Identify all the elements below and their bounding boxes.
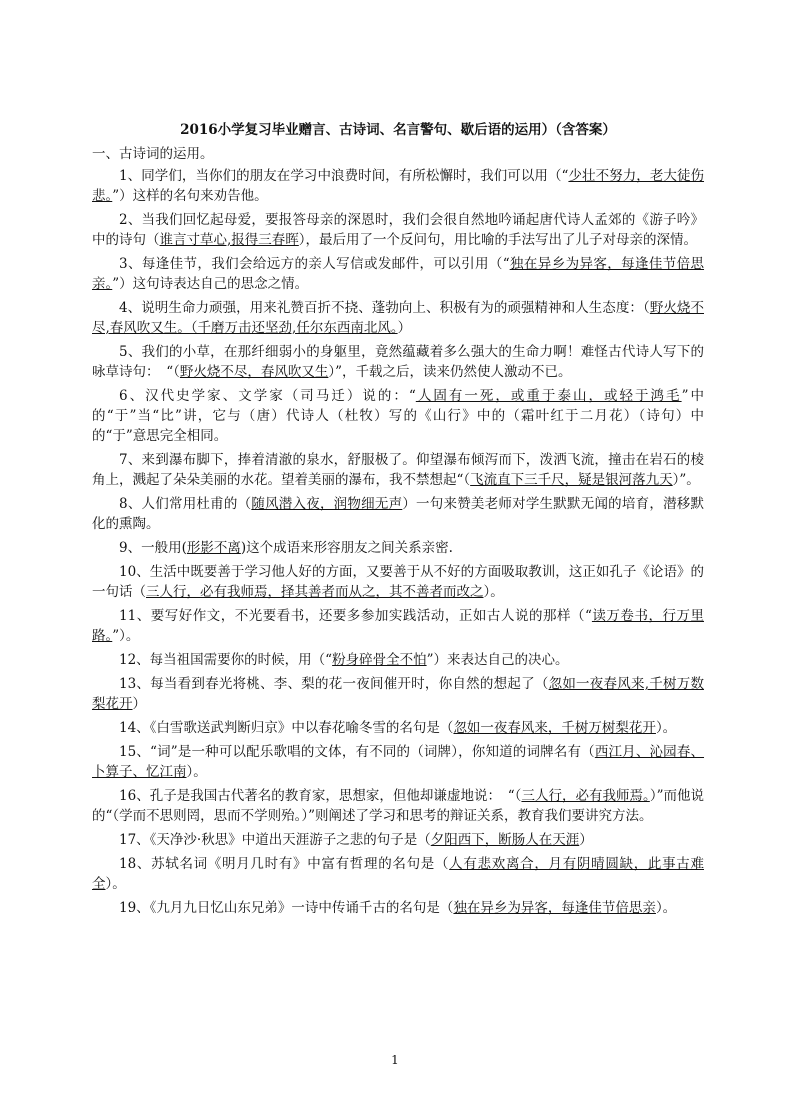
question-list xyxy=(92,166,704,918)
answer-text: 谁言寸草心,报得三春晖 xyxy=(159,232,299,248)
question-item xyxy=(92,674,704,714)
question-item xyxy=(92,786,704,826)
question-text: ”）这样的名句来劝告他。 xyxy=(112,188,268,204)
question-text: ）。 xyxy=(483,584,504,600)
question-text: ”）来表达自己的决心。 xyxy=(426,652,569,668)
question-text: ） xyxy=(132,696,146,712)
question-text: 16、孔子是我国古代著名的教育家，思想家，但他却谦虚地说： “（ xyxy=(119,788,522,804)
question-text: 7、来到瀑布脚下，捧着清澈的泉水，舒服极了。仰望瀑布倾泻而下，泼洒飞流，撞击在岩石的棱角上，溅起了朵朵美丽的水花。望着美丽的瀑布，我不禁想起“（ xyxy=(92,452,704,488)
question-text: 10、生活中既要善于学习他人好的方面，又要善于从不好的方面吸取教训，这正如孔子《论语》的一句话（ xyxy=(92,564,704,600)
question-text: ），最后用了一个反问句，用比喻的手法写出了儿子对母亲的深情。 xyxy=(298,232,698,248)
question-text: 6、汉代史学家、文学家（司马迁）说的：“ xyxy=(119,388,416,404)
question-text: 8、人们常用杜甫的（ xyxy=(119,496,252,512)
section-heading: 一、古诗词的运用。 xyxy=(92,146,214,162)
question-text: ）一句来赞美老师对学生默默无闻的培育，潜移默化的熏陶。 xyxy=(92,496,705,532)
question-text: 2、当我们回忆起母爱，要报答母亲的深恩时，我们会很自然地吟诵起唐代诗人孟郊的《游子吟》中的诗句（ xyxy=(92,212,704,248)
question-text: ）”而他说的“（学而不思则罔，思而不学则殆。）”则阐述了学习和思考的辩证关系，教育我们要讲究方法。 xyxy=(92,788,705,824)
answer-text: 三人行，必有我师焉，择其善者而从之，其不善者而改之 xyxy=(146,584,484,600)
answer-text: 少壮不努力，老大徒伤悲。 xyxy=(92,168,705,204)
question-item xyxy=(92,298,704,338)
question-text: ”）这句诗表达自己的思念之情。 xyxy=(112,276,309,292)
question-text: ）”。 xyxy=(672,472,700,488)
answer-text: 读万卷书，行万里路。 xyxy=(92,608,704,644)
question-item xyxy=(92,386,704,446)
question-text: 17、《天净沙·秋思》中道出天涯游子之悲的句子是（ xyxy=(119,832,431,848)
page-number: 1 xyxy=(391,1053,399,1067)
answer-text: 人固有一死，或重于泰山，或轻于鸿毛 xyxy=(415,388,682,404)
question-text: 19、《九月九日忆山东兄弟》一诗中传诵千古的名句是（ xyxy=(119,900,454,916)
question-text: 11、要写好作文，不光要看书，还要多参加实践活动，正如古人说的那样（“ xyxy=(119,608,592,624)
answer-text: 独在异乡为异客，每逢佳节倍思亲。 xyxy=(92,256,705,292)
answer-text: 三人行，必有我师焉。 xyxy=(521,788,650,804)
answer-text: 粉身碎骨全不怕 xyxy=(332,652,427,668)
question-text: ）。 xyxy=(105,876,126,892)
answer-text: 随风潜入夜，润物细无声 xyxy=(251,496,403,512)
answer-text: 独在异乡为异客，每逢佳节倍思亲 xyxy=(453,900,656,916)
question-text: ）。 xyxy=(186,764,207,780)
question-item xyxy=(92,830,704,850)
question-text: ）”，千载之后，读来仍然使人激动不已。 xyxy=(328,364,572,380)
question-text: 4、说明生命力顽强，用来礼赞百折不挠、蓬勃向上、积极有为的顽强精神和人生态度：（ xyxy=(119,300,650,316)
question-text: )这个成语来形容朋友之间关系亲密. xyxy=(240,540,453,556)
answer-text: 人有悲欢离合，月有阴晴圆缺，此事古难全 xyxy=(92,856,704,892)
document-title: 2016小学复习毕业赠言、古诗词、名言警句、歇后语的运用）（含答案） xyxy=(180,122,616,138)
question-item xyxy=(92,450,704,490)
answer-text: 飞流直下三千尺，疑是银河落九天 xyxy=(470,472,673,488)
document-page xyxy=(92,118,704,922)
answer-text: 野火烧不尽,春风吹又生。（千磨万击还坚劲,任尔东西南北风。 xyxy=(92,300,704,336)
question-item xyxy=(92,650,704,670)
question-text: 18、苏轼名词《明月几时有》中富有哲理的名句是（ xyxy=(119,856,450,872)
question-item xyxy=(92,210,704,250)
question-text: 13、每当看到春光将桃、李、梨的花一夜间催开时，你自然的想起了（ xyxy=(119,676,549,692)
question-text: 12、每当祖国需要你的时候，用（“ xyxy=(119,652,333,668)
question-item xyxy=(92,562,704,602)
question-text: ）。 xyxy=(655,720,677,736)
question-item xyxy=(92,898,704,918)
question-item xyxy=(92,854,704,894)
question-text: ） xyxy=(397,320,412,336)
question-text: ”）。 xyxy=(112,628,140,644)
question-item xyxy=(92,166,704,206)
question-text: ”中的“于”当“比”讲，它与（唐）代诗人（杜牧）写的《山行》中的（霜叶红于二月花）（诗句）中的“于”意思完全相同。 xyxy=(92,388,704,444)
answer-text: 忽如一夜春风来，千树万树梨花开 xyxy=(453,720,656,736)
answer-text: 西江月、沁园春、卜算子、忆江南 xyxy=(92,744,705,780)
answer-text: 夕阳西下，断肠人在天涯 xyxy=(430,832,580,848)
question-item xyxy=(92,718,704,738)
answer-text: 野火烧不尽，春风吹又生 xyxy=(179,364,329,380)
question-item xyxy=(92,342,704,382)
question-text: 9、一般用( xyxy=(119,540,187,556)
question-text: 3、每逢佳节，我们会给远方的亲人写信或发邮件，可以引用（“ xyxy=(119,256,510,272)
question-item xyxy=(92,538,704,558)
question-text: 15、“词”是一种可以配乐歌唱的文体，有不同的（词牌），你知道的词牌名有（ xyxy=(119,744,595,760)
question-text: 1、同学们，当你们的朋友在学习中浪费时间，有所松懈时，我们可以用（“ xyxy=(119,168,569,184)
question-item xyxy=(92,742,704,782)
answer-text: 形影不离 xyxy=(186,540,241,556)
question-text: ） xyxy=(579,832,593,848)
question-text: 5、我们的小草，在那纤细弱小的身躯里，竟然蕴藏着多么强大的生命力啊！难怪古代诗人写下的咏草诗句： “（ xyxy=(92,344,704,380)
question-text: ）。 xyxy=(655,900,677,916)
question-item xyxy=(92,254,704,294)
question-item xyxy=(92,494,704,534)
answer-text: 忽如一夜春风来,千树万数梨花开 xyxy=(92,676,704,712)
question-text: 14、《白雪歌送武判断归京》中以春花喻冬雪的名句是（ xyxy=(119,720,454,736)
question-item xyxy=(92,606,704,646)
